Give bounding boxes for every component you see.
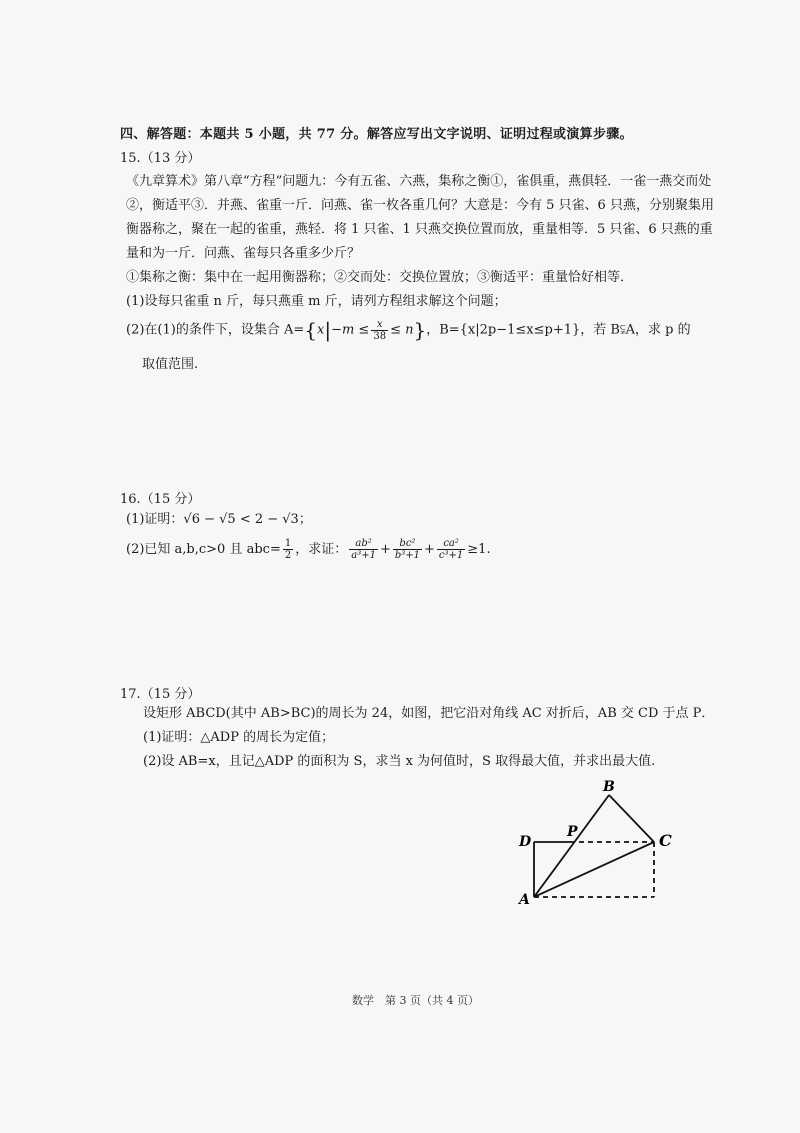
q15-note: ①集称之衡：集中在一起用衡器称；②交而处：交换位置放；③衡适平：重量恰好相等． — [126, 270, 634, 285]
q15-line-3: 衡器称之，聚在一起的雀重，燕轻．将 1 只雀、1 只燕交换位置而放，重量相等．5 只雀、6 只燕的重 — [126, 222, 713, 237]
segment-bc — [609, 795, 654, 842]
fraction-x-over-38: $\frac{x}{38}$ — [373, 318, 387, 342]
q15-line-2: ②，衡适平③．并燕、雀重一斤．问燕、雀一枚各重几何？大意是：今有 5 只雀、6 只燕，分别聚集用 — [126, 198, 714, 213]
q15-number: 15.（13 分） — [120, 151, 201, 166]
q15-line-4: 量和为一斤．问燕、雀每只各重多少斤？ — [126, 246, 361, 261]
q16-part-1: (1)证明：√6 − √5 < 2 − √3； — [126, 512, 312, 527]
q15-part-2-line-2: 取值范围. — [142, 357, 199, 372]
brace-left: { — [304, 318, 317, 342]
set-bar: | — [324, 318, 332, 342]
fraction-one-half: $\frac{1}{2}$ — [284, 538, 292, 561]
label-p: P — [567, 824, 578, 840]
label-a: A — [519, 892, 530, 908]
term-3: $\frac{\text{ca²}}{\text{c³+1}}$ — [438, 538, 464, 561]
q15-part2-prefix: (2)在(1)的条件下，设集合 A= — [126, 322, 305, 338]
label-c: C — [659, 831, 672, 850]
q17-line-1: 设矩形 ABCD(其中 AB>BC)的周长为 24，如图，把它沿对角线 AC 对折后，AB 交 CD 于点 P． — [143, 706, 715, 721]
label-b: B — [603, 779, 615, 795]
set-a-var: x — [316, 322, 325, 338]
q16-number: 16.（15 分） — [120, 492, 201, 507]
term-1: $\frac{\text{ab²}}{\text{a³+1}}$ — [351, 538, 376, 561]
page-footer: 数学 第 3 页（共 4 页） — [352, 994, 479, 1007]
q17-number: 17.（15 分） — [120, 687, 201, 702]
segment-ac — [534, 842, 654, 897]
q15-line-1: 《九章算术》第八章“方程”问题九：今有五雀、六燕，集称之衡①，雀俱重，燕俱轻．一雀一燕交而处 — [126, 174, 712, 189]
set-a-cond2: ≤ n — [390, 322, 414, 338]
brace-right: } — [413, 318, 427, 342]
q15-part-1: (1)设每只雀重 n 斤，每只燕重 m 斤，请列方程组求解这个问题； — [126, 294, 507, 309]
q17-line-3: (2)设 AB=x，且记△ADP 的面积为 S，求当 x 为何值时，S 取得最大值，并求出最大值. — [143, 754, 656, 769]
set-a-cond1: −m ≤ — [331, 322, 370, 338]
q16-part-2: (2)已知 a,b,c>0 且 abc= $\frac{1}{2}$ ，求证： $\frac{\text{ab²}}{\text{a³+1}}$ + $\frac{\text{bc²}}{\text{b³+1}}$ + $\frac{\text{ca²}}{\text{c³+1}}$ ≥1. — [126, 538, 491, 561]
term-2: $\frac{\text{bc²}}{\text{b³+1}}$ — [394, 538, 421, 561]
set-b: ，B={x|2p−1≤x≤p+1}，若 B⫋A，求 p 的 — [426, 322, 691, 338]
q17-line-2: (1)证明：△ADP 的周长为定值； — [143, 730, 335, 745]
q15-body — [126, 170, 714, 314]
label-d: D — [519, 834, 532, 850]
q15-part-2 — [126, 318, 691, 343]
section-heading: 四、解答题：本题共 5 小题，共 77 分。解答应写出文字说明、证明过程或演算步骤。 — [120, 127, 633, 142]
segment-ab — [534, 795, 609, 897]
folded-rectangle-figure — [500, 778, 690, 908]
